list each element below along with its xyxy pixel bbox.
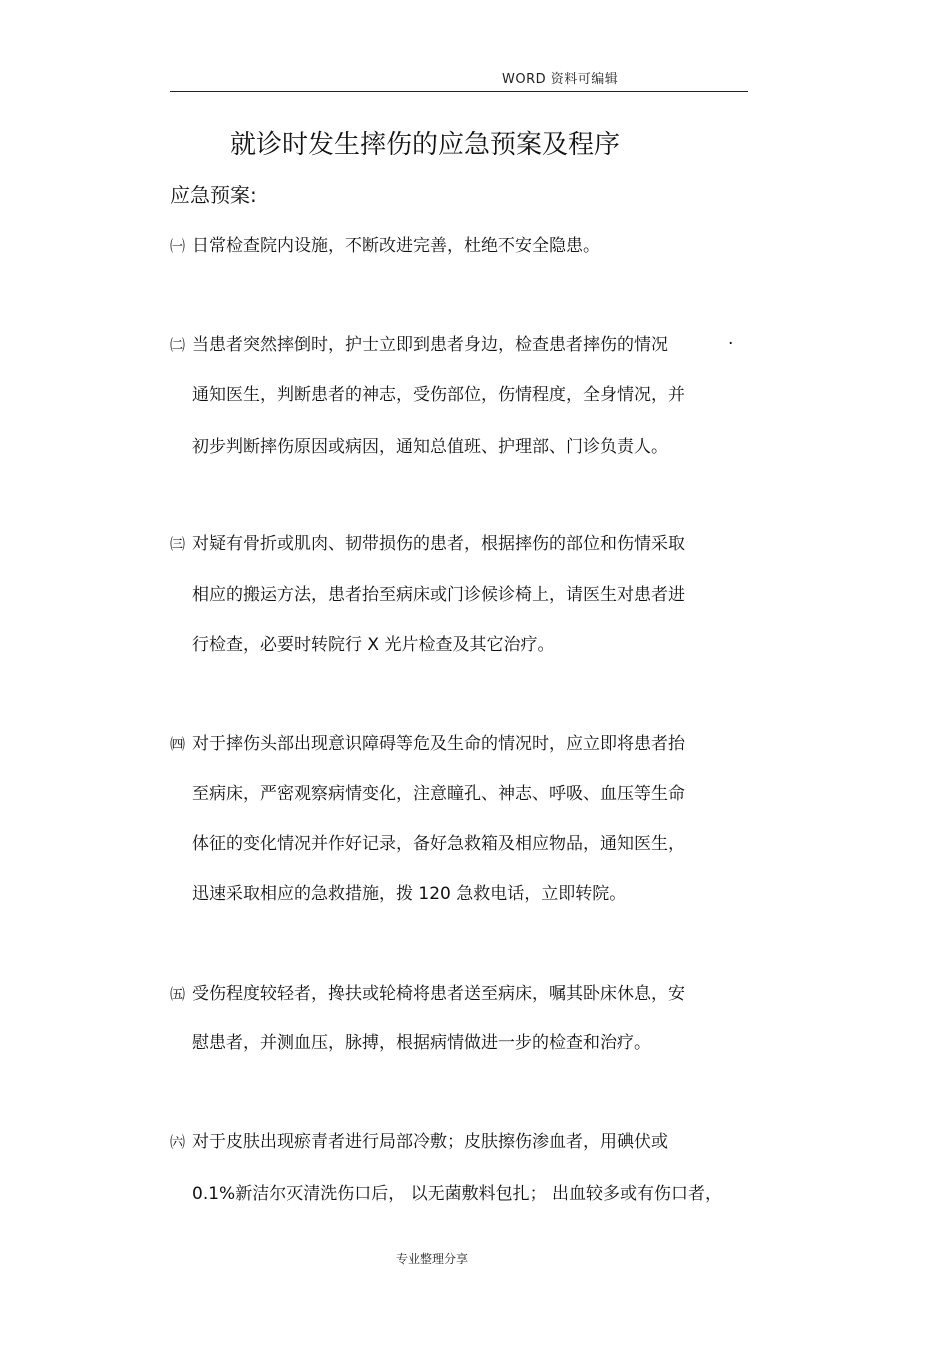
section-heading: 应急预案:: [170, 183, 257, 207]
item-marker: ㈢: [170, 535, 186, 553]
item-line: 至病床，严密观察病情变化，注意瞳孔、神志、呼吸、血压等生命: [192, 784, 685, 804]
item-line: [170, 231, 600, 256]
item-line: [170, 729, 685, 754]
item-marker: ㈣: [170, 735, 186, 753]
item-line: 通知医生，判断患者的神志，受伤部位，伤情程度，全身情况，并: [192, 385, 685, 405]
item-text: 对于皮肤出现瘀青者进行局部冷敷；皮肤擦伤渗血者，用碘伏或: [192, 1132, 668, 1152]
item-text: 日常检查院内设施，不断改进完善，杜绝不安全隐患。: [192, 236, 600, 256]
item-line: 迅速采取相应的急救措施，拨 120 急救电话，立即转院。: [192, 884, 627, 904]
document-title: 就诊时发生摔伤的应急预案及程序: [230, 130, 621, 160]
item-line: 行检查，必要时转院行 X 光片检查及其它治疗。: [192, 635, 555, 655]
item-marker: ㈤: [170, 985, 186, 1003]
item-line: 相应的搬运方法，患者抬至病床或门诊候诊椅上，请医生对患者进: [192, 585, 685, 605]
header-label: WORD 资料可编辑: [502, 72, 619, 87]
item-line: [170, 330, 668, 355]
item-marker: ㈠: [170, 237, 186, 255]
item-line: 体征的变化情况并作好记录，备好急救箱及相应物品，通知医生，: [192, 834, 685, 854]
item-text: 当患者突然摔倒时，护士立即到患者身边，检查患者摔伤的情况: [192, 335, 668, 355]
item-text: 受伤程度较轻者，搀扶或轮椅将患者送至病床，嘱其卧床休息，安: [192, 984, 685, 1004]
item-marker: ㈥: [170, 1133, 186, 1151]
item-line: 初步判断摔伤原因或病因，通知总值班、护理部、门诊负责人。: [192, 437, 668, 457]
item-line: [170, 979, 685, 1004]
header-rule: [170, 91, 748, 92]
footer-label: 专业整理分享: [396, 1252, 469, 1266]
item-text: 对于摔伤头部出现意识障碍等危及生命的情况时，应立即将患者抬: [192, 734, 685, 754]
item-line: [170, 529, 685, 554]
trailing-dot: .: [728, 329, 734, 349]
item-text: 对疑有骨折或肌肉、韧带损伤的患者，根据摔伤的部位和伤情采取: [192, 534, 685, 554]
item-line: 慰患者，并测血压，脉搏，根据病情做进一步的检查和治疗。: [192, 1033, 651, 1053]
item-line: [170, 1127, 668, 1152]
item-line: 0.1%新洁尔灭清洗伤口后， 以无菌敷料包扎； 出血较多或有伤口者，: [192, 1184, 722, 1204]
item-marker: ㈡: [170, 336, 186, 354]
